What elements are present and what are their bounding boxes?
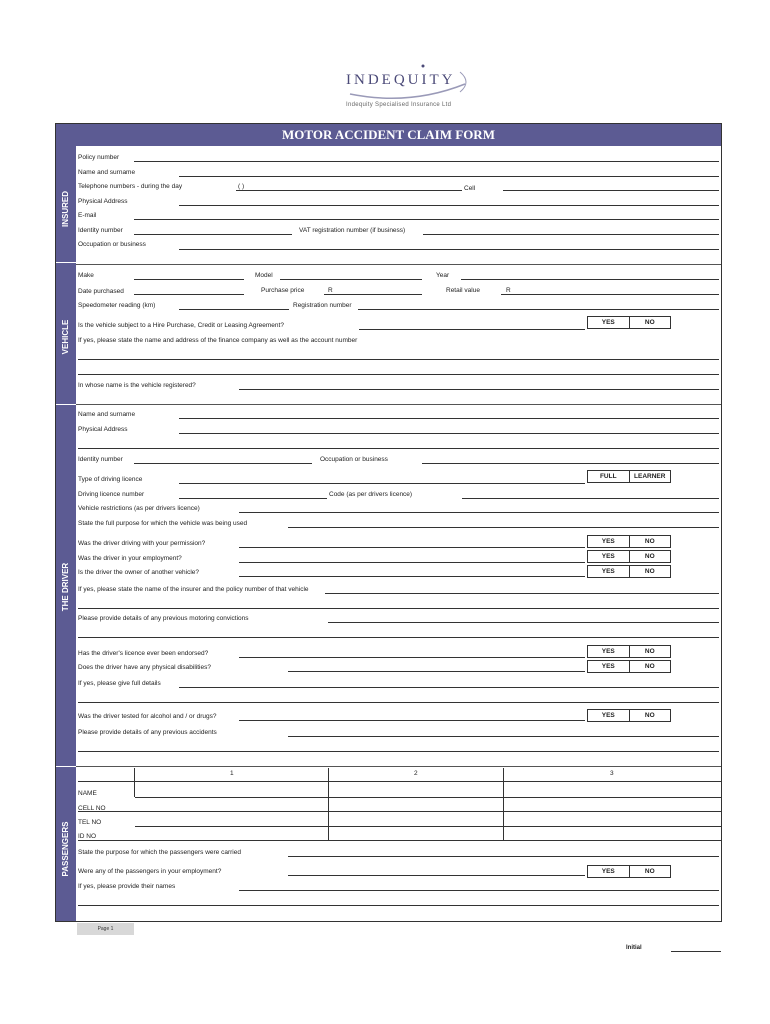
year-field[interactable] — [461, 279, 719, 280]
model-field[interactable] — [280, 279, 422, 280]
insurer-field[interactable] — [325, 593, 719, 594]
employment-field[interactable] — [239, 562, 585, 563]
label-cell: Cell — [464, 185, 476, 192]
retail-value-field[interactable] — [501, 294, 719, 295]
label-passenger-names: If yes, please provide their names — [78, 883, 176, 890]
convictions-field[interactable] — [328, 622, 719, 623]
yes-option[interactable]: YES — [588, 661, 630, 672]
label-passenger-purpose: State the purpose for which the passengers were carried — [78, 849, 241, 856]
insurer-field-2[interactable] — [78, 608, 719, 609]
vat-field[interactable] — [423, 234, 719, 235]
driver-address-field[interactable] — [179, 433, 719, 434]
driver-identity-field[interactable] — [134, 463, 312, 464]
cell-field[interactable] — [503, 190, 719, 191]
telephone-field[interactable] — [236, 190, 462, 191]
column-header-1: 1 — [230, 770, 234, 777]
label-policy-number: Policy number — [78, 154, 120, 161]
employment-yes-no[interactable] — [587, 550, 671, 563]
name-surname-field[interactable] — [179, 176, 719, 177]
label-driver-employment: Was the driver in your employment? — [78, 555, 182, 562]
disabilities-yes-no[interactable] — [587, 660, 671, 673]
label-vat: VAT registration number (if business) — [299, 227, 406, 234]
row-label-name: NAME — [78, 790, 97, 797]
label-purchase-price: Purchase price — [261, 287, 305, 294]
label-speedometer: Speedometer reading (km) — [78, 302, 156, 309]
driver-occupation-field[interactable] — [422, 463, 719, 464]
label-previous-accidents: Please provide details of any previous accidents — [78, 729, 217, 736]
label-model: Model — [255, 272, 273, 279]
label-driver-address: Physical Address — [78, 426, 128, 433]
yes-option[interactable]: YES — [588, 551, 630, 562]
label-vehicle-purpose: State the full purpose for which the vehicle was being used — [78, 520, 248, 527]
alcohol-test-field[interactable] — [239, 720, 585, 721]
no-option[interactable]: NO — [644, 553, 655, 560]
row-label-tel: TEL NO — [78, 819, 102, 826]
label-driver-permission: Was the driver driving with your permission? — [78, 540, 206, 547]
label-hire-purchase: Is the vehicle subject to a Hire Purchase, Credit or Leasing Agreement? — [78, 322, 284, 329]
hire-purchase-field[interactable] — [359, 329, 585, 330]
company-logo: INDEQUITY — [346, 72, 456, 88]
section-separator — [76, 264, 721, 265]
physical-address-field[interactable] — [179, 205, 719, 206]
yes-option[interactable]: YES — [588, 866, 630, 877]
row-label-id: ID NO — [78, 833, 97, 840]
permission-yes-no[interactable] — [587, 535, 671, 548]
no-option[interactable]: NO — [644, 568, 655, 575]
label-disabilities: Does the driver have any physical disabilities? — [78, 664, 211, 671]
label-date-purchased: Date purchased — [78, 288, 124, 295]
page-number: Page 1 — [77, 923, 134, 935]
no-option[interactable]: NO — [644, 868, 655, 875]
label-email: E-mail — [78, 212, 97, 219]
passenger-names-field[interactable] — [239, 890, 719, 891]
label-make: Make — [78, 272, 94, 279]
table-row-line — [135, 797, 721, 798]
table-row-line — [78, 811, 721, 812]
registration-field[interactable] — [358, 309, 719, 310]
tel-area-code: ( ) — [238, 183, 245, 190]
licence-number-field[interactable] — [179, 498, 327, 499]
section-label-vehicle: VEHICLE — [61, 319, 70, 355]
label-insurer: If yes, please state the name of the insurer and the policy number of that vehicle — [78, 586, 309, 593]
no-option[interactable]: NO — [644, 712, 655, 719]
passengers-table — [78, 768, 721, 840]
currency-symbol: R — [506, 287, 511, 294]
label-licence-number: Driving licence number — [78, 491, 145, 498]
previous-accidents-field-2[interactable] — [78, 751, 719, 752]
form-title: MOTOR ACCIDENT CLAIM FORM — [56, 124, 721, 146]
passenger-employment-yes-no[interactable] — [587, 865, 671, 878]
label-driver-owner: Is the driver the owner of another vehicle? — [78, 569, 200, 576]
label-name-surname: Name and surname — [78, 169, 136, 176]
permission-field[interactable] — [239, 547, 585, 548]
date-purchased-field[interactable] — [134, 294, 244, 295]
policy-number-field[interactable] — [134, 161, 719, 162]
label-driver-name: Name and surname — [78, 411, 136, 418]
licence-type-field[interactable] — [179, 483, 585, 484]
convictions-field-2[interactable] — [78, 637, 719, 638]
speedometer-field[interactable] — [179, 309, 289, 310]
no-option[interactable]: NO — [644, 319, 655, 326]
licence-code-field[interactable] — [462, 498, 719, 499]
yes-option[interactable]: YES — [588, 317, 630, 328]
hire-purchase-yes-no[interactable] — [587, 316, 671, 329]
table-header-cell — [329, 768, 504, 782]
restrictions-field[interactable] — [239, 512, 719, 513]
claim-form — [55, 123, 722, 922]
disabilities-field[interactable] — [288, 671, 585, 672]
section-separator — [76, 404, 721, 405]
vehicle-purpose-field[interactable] — [288, 527, 719, 528]
driver-name-field[interactable] — [179, 418, 719, 419]
logo-swoosh — [340, 62, 475, 102]
driver-address-field-2[interactable] — [78, 448, 719, 449]
table-header-cell — [78, 768, 135, 782]
table-row-line — [135, 826, 721, 827]
yes-option[interactable]: YES — [588, 566, 630, 577]
column-header-2: 2 — [414, 770, 418, 777]
section-sidebar — [56, 146, 76, 921]
label-driver-occupation: Occupation or business — [320, 456, 388, 463]
no-option[interactable]: NO — [644, 538, 655, 545]
section-divider — [56, 766, 76, 767]
section-divider — [56, 404, 76, 405]
section-divider — [56, 262, 76, 263]
label-endorsed: Has the driver's licence ever been endorsed? — [78, 650, 209, 657]
label-finance-company: If yes, please state the name and address of the finance company as well as the account number — [78, 337, 358, 344]
label-year: Year — [436, 272, 450, 279]
finance-company-field-2[interactable] — [78, 374, 719, 375]
label-licence-type: Type of driving licence — [78, 476, 143, 483]
row-label-cell: CELL NO — [78, 805, 106, 812]
currency-symbol: R — [328, 287, 333, 294]
label-driver-identity: Identity number — [78, 456, 123, 463]
label-identity-number: Identity number — [78, 227, 123, 234]
identity-number-field[interactable] — [134, 234, 292, 235]
table-row-line — [78, 840, 721, 841]
endorsed-yes-no[interactable] — [587, 645, 671, 658]
previous-accidents-field[interactable] — [288, 736, 719, 737]
owner-yes-no[interactable] — [587, 565, 671, 578]
label-convictions: Please provide details of any previous motoring convictions — [78, 615, 249, 622]
label-registration: Registration number — [293, 302, 352, 309]
full-details-field-2[interactable] — [78, 702, 719, 703]
column-header-3: 3 — [610, 770, 614, 777]
full-option[interactable]: FULL — [588, 471, 630, 482]
table-header-cell — [135, 768, 329, 782]
section-label-passengers: PASSENGERS — [61, 821, 70, 877]
label-passenger-employment: Were any of the passengers in your employment? — [78, 868, 222, 875]
occupation-field[interactable] — [179, 249, 719, 250]
purchase-price-field[interactable] — [324, 294, 422, 295]
owner-field[interactable] — [239, 576, 585, 577]
logo-tagline: Indequity Specialised Insurance Ltd — [346, 102, 452, 108]
section-label-insured: INSURED — [61, 191, 70, 228]
label-physical-address: Physical Address — [78, 198, 128, 205]
no-option[interactable]: NO — [644, 663, 655, 670]
label-telephone: Telephone numbers - during the day — [78, 183, 183, 190]
finance-company-field[interactable] — [78, 359, 719, 360]
label-registered-name: In whose name is the vehicle registered? — [78, 382, 196, 389]
label-licence-code: Code (as per drivers licence) — [329, 491, 413, 498]
yes-option[interactable]: YES — [588, 646, 630, 657]
label-restrictions: Vehicle restrictions (as per drivers licence) — [78, 505, 200, 512]
email-field[interactable] — [134, 219, 719, 220]
licence-type-options[interactable] — [587, 470, 671, 483]
passenger-employment-field[interactable] — [288, 875, 585, 876]
label-initial: Initial — [626, 945, 642, 951]
section-label-driver: THE DRIVER — [61, 562, 70, 612]
learner-option[interactable]: LEARNER — [634, 473, 666, 480]
full-details-field[interactable] — [179, 687, 719, 688]
label-occupation: Occupation or business — [78, 241, 146, 248]
yes-option[interactable]: YES — [588, 710, 630, 721]
label-retail-value: Retail value — [446, 287, 480, 294]
make-field[interactable] — [134, 279, 244, 280]
passenger-names-field-2[interactable] — [78, 905, 719, 906]
passenger-purpose-field[interactable] — [288, 856, 719, 857]
section-separator — [76, 766, 721, 767]
no-option[interactable]: NO — [644, 648, 655, 655]
endorsed-field[interactable] — [239, 657, 585, 658]
label-alcohol-test: Was the driver tested for alcohol and / or drugs? — [78, 713, 217, 720]
alcohol-test-yes-no[interactable] — [587, 709, 671, 722]
registered-name-field[interactable] — [239, 389, 719, 390]
yes-option[interactable]: YES — [588, 536, 630, 547]
initial-field[interactable] — [671, 951, 721, 952]
table-header-cell — [504, 768, 721, 782]
label-full-details: If yes, please give full details — [78, 680, 161, 687]
